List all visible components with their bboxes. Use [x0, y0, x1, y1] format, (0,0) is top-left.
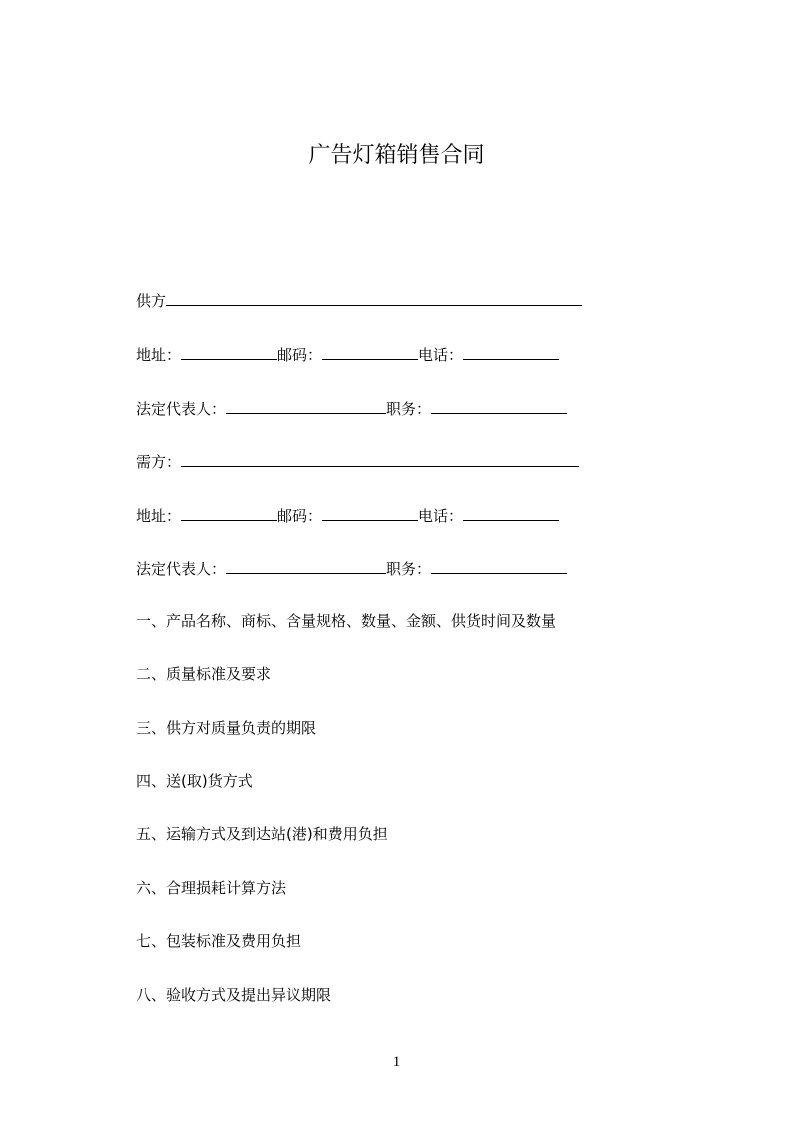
- buyer-postcode-label: 邮码：: [277, 507, 323, 525]
- supplier-postcode-blank[interactable]: [322, 343, 418, 360]
- clause-7: 七、包装标准及费用负担: [136, 932, 302, 950]
- buyer-phone-blank[interactable]: [463, 504, 559, 521]
- buyer-rep-line: [136, 557, 567, 579]
- supplier-phone-label: 电话：: [418, 346, 464, 364]
- buyer-label: 需方：: [136, 453, 182, 471]
- clause-3: 三、供方对质量负责的期限: [136, 719, 317, 737]
- document-title: 广告灯箱销售合同: [308, 143, 485, 168]
- supplier-position-label: 职务：: [386, 400, 432, 418]
- clause-8: 八、验收方式及提出异议期限: [136, 986, 332, 1004]
- buyer-contact-line: [136, 504, 559, 526]
- buyer-rep-label: 法定代表人：: [136, 560, 227, 578]
- supplier-label: 供方: [136, 292, 167, 310]
- page-number: 1: [392, 1054, 401, 1070]
- supplier-line: [136, 289, 582, 311]
- supplier-blank[interactable]: [166, 289, 582, 306]
- buyer-blank[interactable]: [181, 450, 579, 467]
- buyer-phone-label: 电话：: [418, 507, 464, 525]
- supplier-contact-line: [136, 343, 559, 365]
- clause-6: 六、合理损耗计算方法: [136, 879, 287, 897]
- clause-2: 二、质量标准及要求: [136, 665, 272, 683]
- clause-1: 一、产品名称、商标、含量规格、数量、金额、供货时间及数量: [136, 612, 557, 630]
- supplier-rep-line: [136, 397, 567, 419]
- supplier-address-blank[interactable]: [181, 343, 277, 360]
- supplier-postcode-label: 邮码：: [277, 346, 323, 364]
- clause-4: 四、送(取)货方式: [136, 772, 253, 790]
- buyer-rep-blank[interactable]: [226, 557, 386, 574]
- supplier-address-label: 地址：: [136, 346, 182, 364]
- supplier-phone-blank[interactable]: [463, 343, 559, 360]
- buyer-position-label: 职务：: [386, 560, 432, 578]
- buyer-position-blank[interactable]: [431, 557, 567, 574]
- buyer-address-label: 地址：: [136, 507, 182, 525]
- supplier-position-blank[interactable]: [431, 397, 567, 414]
- supplier-rep-blank[interactable]: [226, 397, 386, 414]
- buyer-address-blank[interactable]: [181, 504, 277, 521]
- buyer-postcode-blank[interactable]: [322, 504, 418, 521]
- buyer-line: [136, 450, 579, 472]
- supplier-rep-label: 法定代表人：: [136, 400, 227, 418]
- clause-5: 五、运输方式及到达站(港)和费用负担: [136, 825, 388, 843]
